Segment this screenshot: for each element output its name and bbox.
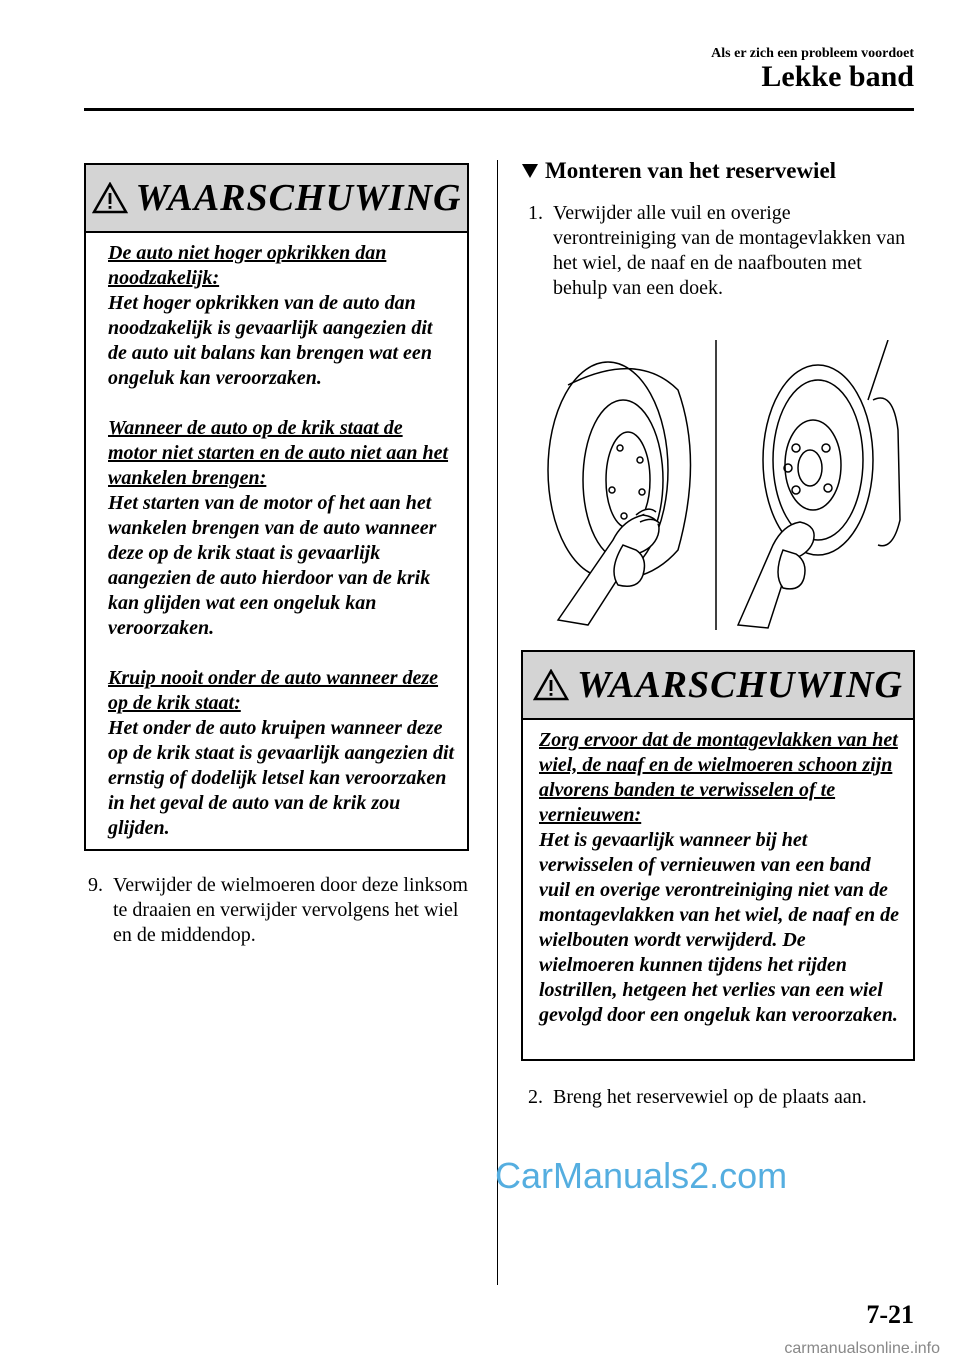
header-section-title: Als er zich een probleem voordoet bbox=[711, 46, 914, 61]
warning-heading: Zorg ervoor dat de montagevlakken van het wiel, de naaf en de wielmoeren schoon zijn alvorens banden te verwisselen of te vernieuwen: bbox=[539, 729, 898, 826]
column-divider bbox=[497, 160, 498, 1285]
warning-box-1 bbox=[84, 163, 469, 851]
step-number: 9. bbox=[88, 874, 103, 896]
warning-title: WAARSCHUWING bbox=[577, 664, 903, 706]
step-9 bbox=[88, 873, 473, 948]
warning-title: WAARSCHUWING bbox=[135, 177, 462, 219]
hand-icon bbox=[738, 522, 814, 628]
warning-body bbox=[86, 233, 467, 853]
page-number: 7-21 bbox=[866, 1300, 914, 1329]
warning-heading: Wanneer de auto op de krik staat de motor niet starten en de auto niet aan het wankelen brengen: bbox=[108, 417, 449, 489]
step-text: Verwijder alle vuil en overige verontreiniging van de montagevlakken van het wiel, de naaf en de naafbouten met behulp van een doek. bbox=[553, 202, 906, 299]
warning-text: Het is gevaarlijk wanneer bij het verwisselen of vernieuwen van een band vuil en overige verontreiniging niet van de montagevlakken van het wiel, de naaf en de wielbouten wordt verwijderd. De wielmoeren kunnen tijdens het rijden lostrillen, hetgeen het verlies van een wiel gevolgd door een ongeluk kan veroorzaken. bbox=[539, 829, 899, 1026]
triangle-down-icon bbox=[521, 162, 539, 180]
warning-box-2 bbox=[521, 650, 915, 1061]
warning-header bbox=[523, 652, 913, 720]
warning-text: Het hoger opkrikken van de auto dan noodzakelijk is gevaarlijk aangezien dit de auto uit balans kan brengen wat een ongeluk kan veroorzaken. bbox=[108, 292, 433, 389]
warning-header bbox=[86, 165, 467, 233]
header-rule bbox=[84, 108, 914, 111]
watermark-link[interactable]: CarManuals2.com bbox=[495, 1155, 788, 1196]
hand-icon bbox=[558, 509, 660, 625]
page-title: Lekke band bbox=[761, 60, 914, 93]
warning-triangle-icon bbox=[533, 669, 569, 701]
warning-triangle-icon bbox=[92, 182, 128, 214]
warning-heading: Kruip nooit onder de auto wanneer deze op de krik staat: bbox=[108, 667, 439, 714]
warning-text: Het starten van de motor of het aan het wankelen brengen van de auto wanneer deze op de krik staat is gevaarlijk aangezien de auto hierdoor van de krik kan glijden wat een ongeluk kan veroorzaken. bbox=[108, 492, 437, 639]
warning-text: Het onder de auto kruipen wanneer deze op de krik staat is gevaarlijk aangezien dit ernstig of dodelijk letsel kan veroorzaken in het geval de auto van de krik zou glijden. bbox=[108, 717, 455, 839]
step-number: 1. bbox=[528, 202, 543, 224]
footer-site-link[interactable]: carmanualsonline.info bbox=[784, 1340, 940, 1357]
warning-heading: De auto niet hoger opkrikken dan noodzakelijk: bbox=[108, 242, 387, 289]
step-number: 2. bbox=[528, 1086, 543, 1108]
section-heading bbox=[521, 158, 836, 184]
step-text: Verwijder de wielmoeren door deze linksom te draaien en verwijder vervolgens het wiel en de middendop. bbox=[113, 874, 468, 946]
step-text: Breng het reservewiel op de plaats aan. bbox=[553, 1086, 867, 1108]
warning-body bbox=[523, 720, 913, 1040]
section-title: Monteren van het reservewiel bbox=[545, 158, 837, 183]
brake-disc-icon bbox=[763, 340, 900, 555]
step-2 bbox=[528, 1085, 913, 1110]
step-1 bbox=[528, 201, 908, 301]
wheel-cleaning-illustration bbox=[528, 340, 908, 630]
